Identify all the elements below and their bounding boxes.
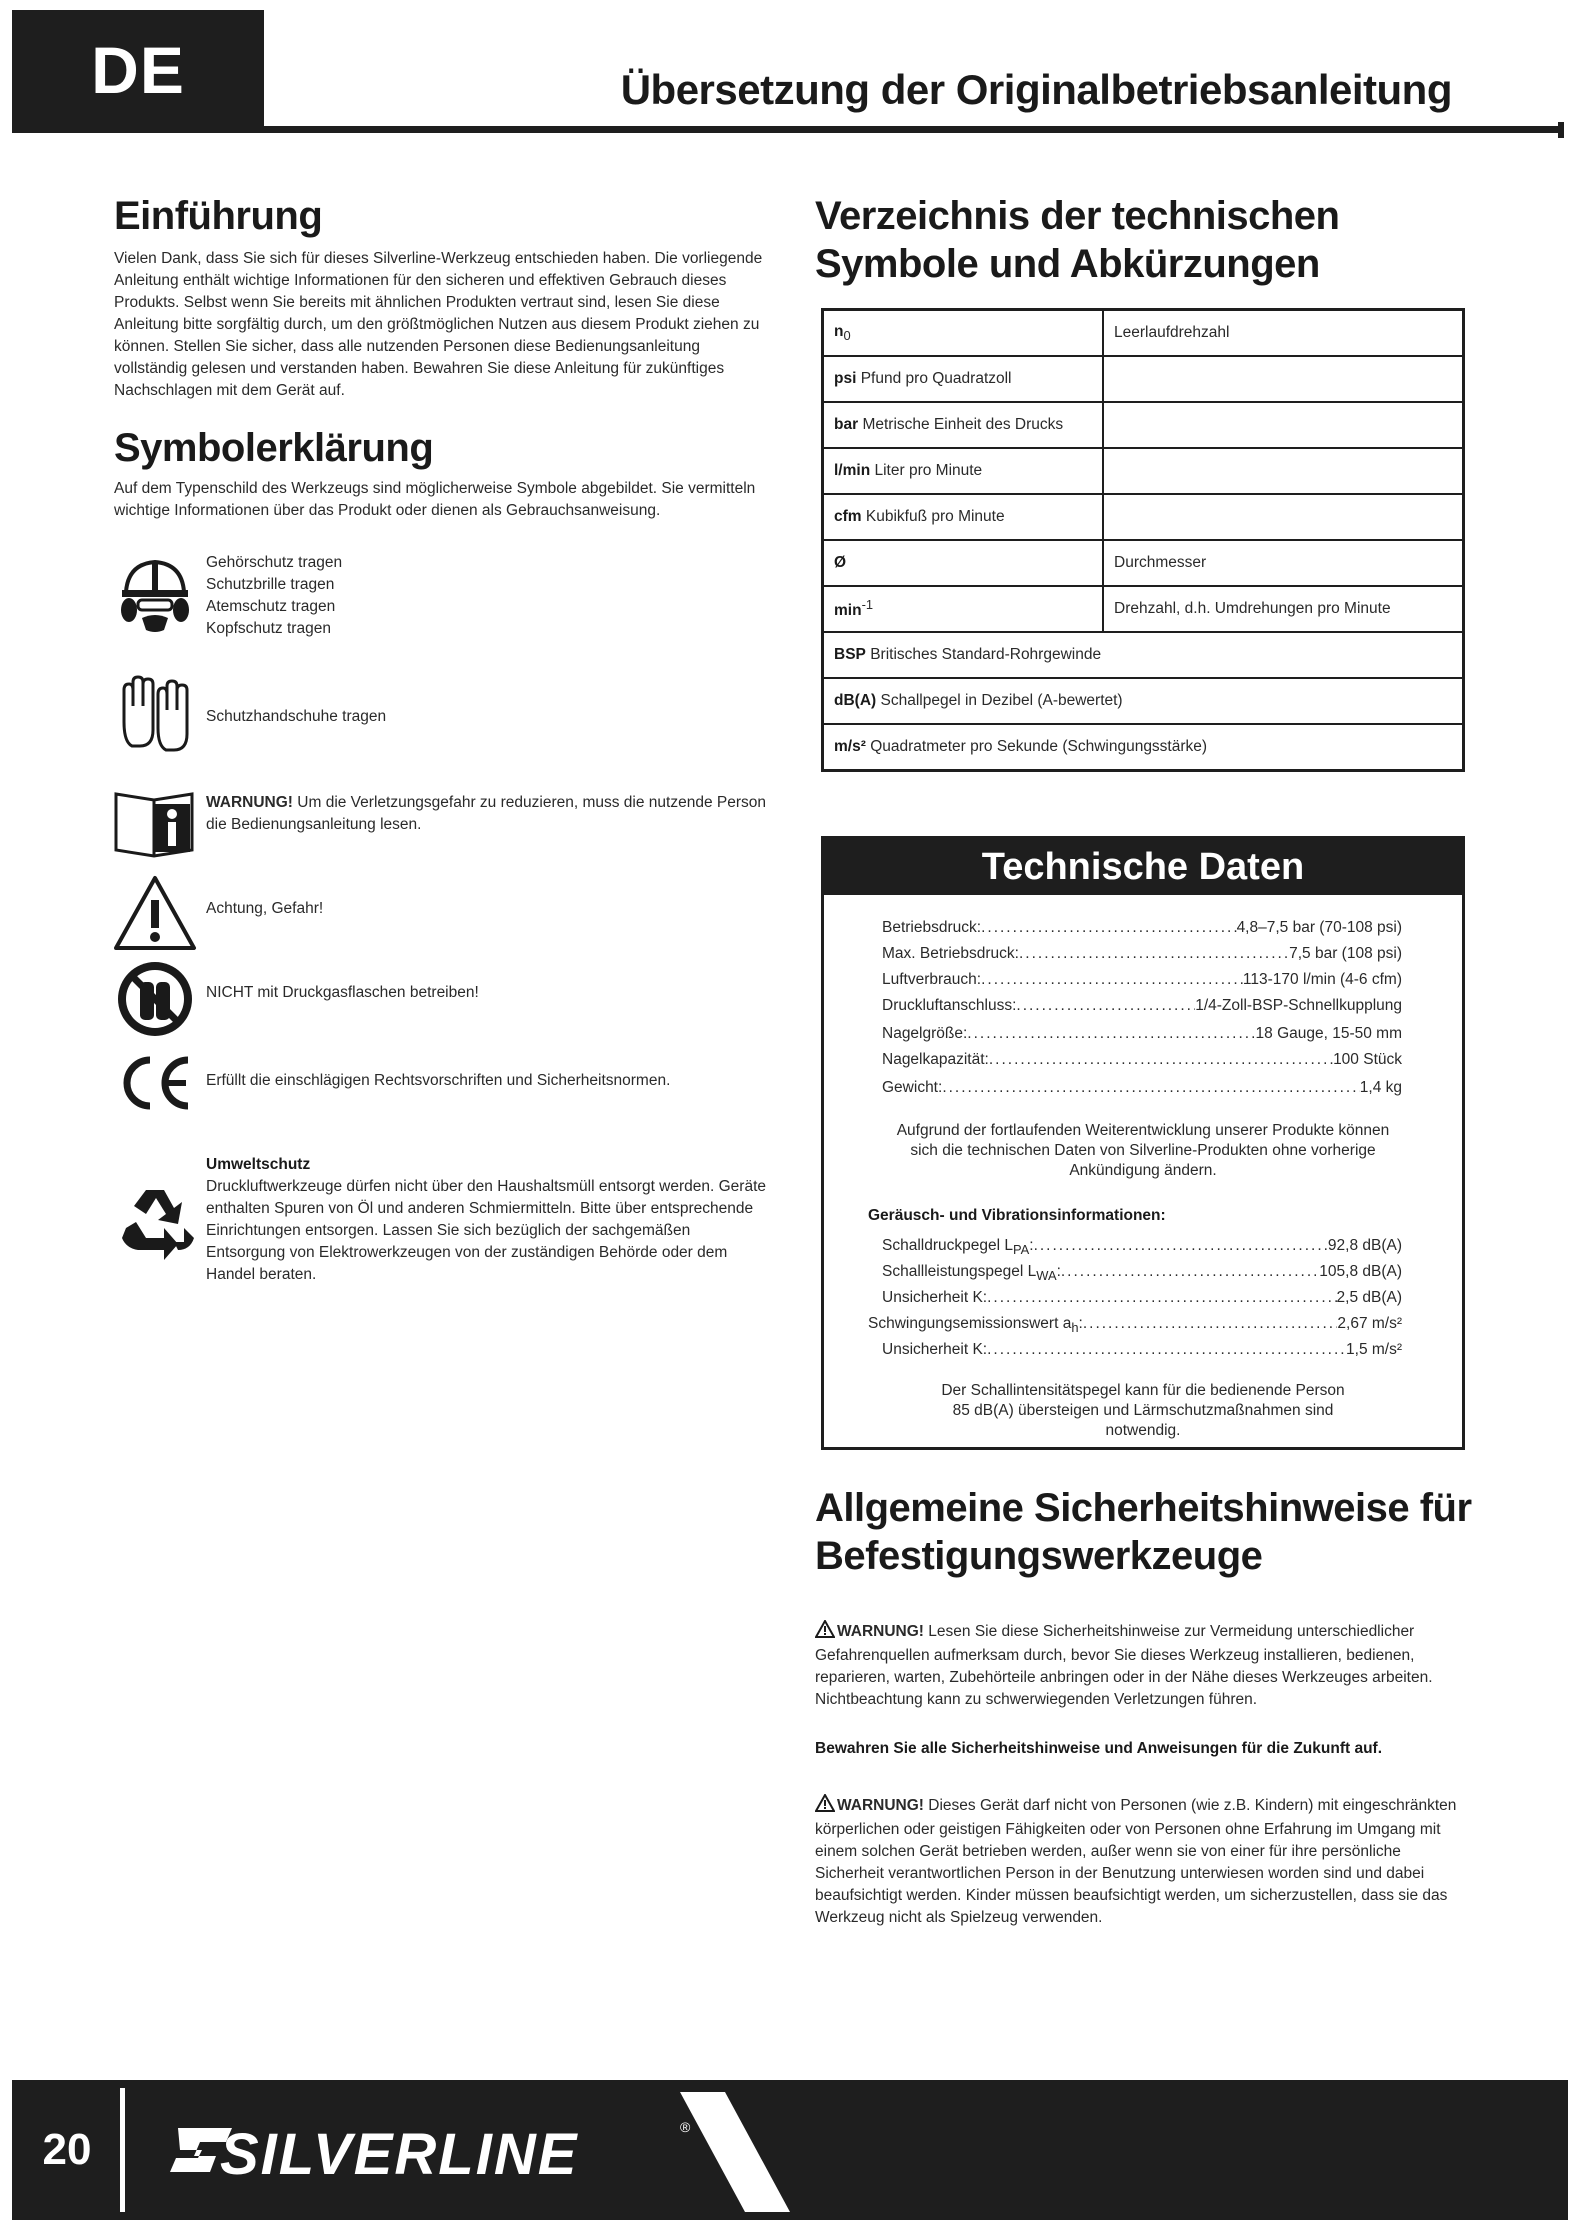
noise-value: 2,67 m/s²: [1337, 1315, 1402, 1332]
noise-label-sub: WA: [1036, 1268, 1057, 1284]
warning-triangle-icon: [815, 1794, 835, 1819]
abbr-term: n: [834, 322, 844, 340]
no-gas-label: NICHT mit Druckgasflaschen betreiben!: [206, 984, 479, 1001]
symbols-heading: Symbolerklärung: [114, 426, 434, 470]
abbr-term: bar: [834, 416, 859, 433]
noise-label-text: Schwingungsemissionswert a: [868, 1315, 1072, 1332]
noise-row: [882, 1235, 1402, 1261]
noise-row: [882, 1261, 1402, 1287]
table-row: [823, 494, 1464, 540]
spec-change-note: Aufgrund der fortlaufenden Weiterentwicklung unserer Produkte können sich die technischen Daten von Silverline-Produkten ohne vorherige Ankündigung ändern.: [896, 1122, 1390, 1179]
safety-heading: [815, 1484, 1472, 1580]
spec-label: Nagelkapazität:: [882, 1051, 989, 1068]
intro-text: Vielen Dank, dass Sie sich für dieses Silverline-Werkzeug entschieden haben. Die vorliegende Anleitung enthält wichtige Informationen für den sicheren und effektiven Gebrauch dieses Produkts. Selbst wenn Sie bereits mit ähnlichen Produkten vertraut sind, lesen Sie diese Anleitung bitte sorgfältig durch, um den größtmöglichen Nutzen aus diesem Produkt ziehen zu können. Stellen Sie sicher, dass alle nutzenden Personen diese Bedienungsanleitung vollständig gelesen und verstanden haben. Bewahren Sie diese Anleitung für zukünftiges Nachschlagen mit dem Gerät auf.: [114, 250, 763, 399]
safety-heading-line2: Befestigungswerkzeuge: [815, 1534, 1263, 1578]
spec-label: Luftverbrauch:: [882, 971, 982, 988]
table-cell: [823, 586, 1104, 632]
footer-divider: [120, 2088, 125, 2212]
noise-value: 92,8 dB(A): [1327, 1237, 1402, 1254]
table-cell: [1103, 448, 1464, 494]
gloves-icon: [112, 672, 198, 758]
noise-value: 105,8 dB(A): [1319, 1263, 1402, 1280]
abbr-term: l/min: [834, 462, 871, 479]
warning-triangle-icon: [815, 1620, 835, 1645]
spec-value: 113-170 l/min (4-6 cfm): [1242, 971, 1402, 988]
gloves-label: Schutzhandschuhe tragen: [206, 708, 387, 725]
manual-warning-bold: WARNUNG!: [206, 794, 293, 811]
abbr-term: dB(A): [834, 692, 877, 709]
abbr-term: cfm: [834, 508, 862, 525]
safety-heading-line1: Allgemeine Sicherheitshinweise für: [815, 1486, 1472, 1530]
noise-label: Schallleistungspegel $L_{WA}$:: [882, 1263, 1061, 1284]
symbol-row-environment: [112, 1154, 772, 1286]
noise-label-sub: PA: [1012, 1242, 1030, 1258]
ce-mark-icon: [112, 1040, 198, 1126]
svg-text:®: ®: [680, 2119, 691, 2135]
recycling-icon: [112, 1180, 198, 1266]
table-cell: [823, 632, 1464, 678]
safety-warning-1: [815, 1620, 1463, 1711]
table-row: [823, 632, 1464, 678]
abbr-superscript: -1: [861, 597, 874, 613]
symbol-row-gloves: [112, 672, 772, 758]
spec-label: Betriebsdruck:: [882, 919, 982, 936]
language-badge: [12, 10, 264, 130]
abbr-desc: Schallpegel in Dezibel (A-bewertet): [880, 692, 1123, 709]
ppe-breath-label: Atemschutz tragen: [206, 598, 336, 615]
spec-row: [882, 917, 1402, 939]
safety-warning-2-text: Dieses Gerät darf nicht von Personen (wie z.B. Kindern) mit eingeschränkten körperlichen oder geistigen Fähigkeiten oder von Personen ohne Erfahrung im Umgang mit einem solchen Gerät betrieben werden, außer wenn sie von einer für ihre persönliche Sicherheit verantwortlichen Person in der Benutzung unterwiesen worden sind und dabei beaufsichtigt werden. Kinder müssen beaufsichtigt werden, um sicherzustellen, dass sie das Werkzeug nicht als Spielzeug verwenden.: [815, 1797, 1457, 1926]
symbols-intro-text: Auf dem Typenschild des Werkzeugs sind möglicherweise Symbole abgebildet. Sie vermitteln wichtige Informationen über das Produkt oder dienen als Gebrauchsanweisung.: [114, 480, 756, 519]
environment-body: Druckluftwerkzeuge dürfen nicht über den Haushaltsmüll entsorgt werden. Geräte enthalten Spuren von Öl und anderen Schmiermitteln. Bitte über entsprechende Einrichtungen entsorgen. Lassen Sie sich bezüglich der sachgemäßen Entsorgung von Elektrowerkzeugen von der zuständigen Behörde oder dem Handel beraten.: [206, 1178, 767, 1283]
document-title: Übersetzung der Originalbetriebsanleitung: [620, 66, 1452, 113]
spec-label: Max. Betriebsdruck:: [882, 945, 1019, 962]
abbr-desc: Liter pro Minute: [874, 462, 983, 479]
symbol-row-danger: [112, 872, 772, 958]
table-row: [823, 448, 1464, 494]
symbol-row-ce: [112, 1040, 772, 1126]
manual-warning-body: Um die Verletzungsgefahr zu reduzieren, muss die nutzende Person die Bedienungsanleitung lesen.: [206, 794, 766, 833]
table-cell: [823, 678, 1464, 724]
table-row: [823, 402, 1464, 448]
safety-keep-instructions: Bewahren Sie alle Sicherheitshinweise und Anweisungen für die Zukunft auf.: [815, 1740, 1382, 1757]
environment-text: [198, 1154, 766, 1286]
table-row: [823, 356, 1464, 402]
noise-note: Der Schallintensitätspegel kann für die bedienende Person 85 dB(A) übersteigen und Lärmschutzmaßnahmen sind notwendig.: [941, 1382, 1345, 1439]
spec-value: 100 Stück: [1333, 1051, 1402, 1068]
noise-label: Schwingungsemissionswert $a_h$:: [868, 1315, 1083, 1336]
spec-label: Nagelgröße:: [882, 1025, 968, 1042]
abbrev-heading: [815, 192, 1340, 288]
noise-label-text: Schalldruckpegel L: [882, 1237, 1013, 1254]
spec-value: 18 Gauge, 15-50 mm: [1255, 1025, 1402, 1042]
abbr-term: BSP: [834, 646, 866, 663]
abbr-term: m/s²: [834, 738, 866, 755]
symbol-row-no-gas: [112, 956, 772, 1042]
spec-row: [882, 1077, 1402, 1099]
abbr-term: Ø: [834, 554, 847, 571]
silverline-logo: [150, 2092, 790, 2212]
spec-row: [882, 943, 1402, 965]
abbreviation-table: [821, 308, 1465, 772]
noise-label: Unsicherheit K:: [882, 1341, 988, 1358]
no-gas-bottle-icon: [112, 956, 198, 1042]
table-cell: [823, 724, 1464, 771]
noise-row: [868, 1313, 1402, 1339]
spec-label: Gewicht:: [882, 1079, 943, 1096]
spec-value: 7,5 bar (108 psi): [1289, 945, 1402, 962]
spec-value: 1/4-Zoll-BSP-Schnellkupplung: [1195, 997, 1402, 1014]
table-cell: [1103, 356, 1464, 402]
noise-label: Schalldruckpegel $L_{PA}$:: [882, 1237, 1034, 1258]
table-cell: [823, 540, 1104, 586]
manual-warning-text: [198, 784, 766, 836]
ppe-head-label: Kopfschutz tragen: [206, 620, 331, 637]
environment-title: Umweltschutz: [206, 1156, 311, 1173]
table-row: [823, 540, 1464, 586]
abbrev-heading-line2: Symbole und Abkürzungen: [815, 242, 1320, 286]
table-cell: [823, 448, 1104, 494]
table-cell: Leerlaufdrehzahl: [1103, 310, 1464, 357]
noise-value: 1,5 m/s²: [1346, 1341, 1402, 1358]
noise-label: Unsicherheit K:: [882, 1289, 988, 1306]
header-rule-end: [1558, 122, 1564, 138]
table-row: [823, 586, 1464, 632]
spec-row: [882, 1023, 1402, 1045]
table-cell: [823, 494, 1104, 540]
ce-label: Erfüllt die einschlägigen Rechtsvorschriften und Sicherheitsnormen.: [206, 1072, 671, 1089]
abbr-subscript: 0: [843, 328, 851, 344]
intro-heading: Einführung: [114, 194, 323, 238]
table-row: [823, 724, 1464, 771]
technical-data-box: [821, 836, 1465, 1450]
table-cell: [1103, 494, 1464, 540]
abbrev-heading-line1: Verzeichnis der technischen: [815, 194, 1340, 238]
safety-warning-1-text: Lesen Sie diese Sicherheitshinweise zur Vermeidung unterschiedlicher Gefahrenquellen aufmerksam durch, bevor Sie dieses Werkzeug installieren, bedienen, reparieren, warten, Zubehörteile anbringen oder in der Nähe dieses Werkzeuges arbeiten. Nichtbeachtung kann zu schwerwiegenden Verletzungen führen.: [815, 1623, 1433, 1708]
safety-warning-label: WARNUNG!: [837, 1623, 924, 1640]
spec-row: [882, 995, 1402, 1017]
table-row: [823, 678, 1464, 724]
ppe-hearing-label: Gehörschutz tragen: [206, 554, 343, 571]
abbr-term: min: [834, 602, 862, 620]
spec-value: 1,4 kg: [1359, 1079, 1402, 1096]
ppe-labels: [198, 552, 342, 640]
table-cell: [823, 402, 1104, 448]
technical-data-heading: Technische Daten: [824, 839, 1462, 895]
noise-label-sub: h: [1071, 1320, 1079, 1336]
table-cell: [1103, 402, 1464, 448]
noise-label-text: Schallleistungspegel L: [882, 1263, 1037, 1280]
table-cell: Drehzahl, d.h. Umdrehungen pro Minute: [1103, 586, 1464, 632]
table-row: [823, 310, 1464, 357]
spec-label: Druckluftanschluss:: [882, 997, 1017, 1014]
table-cell: Durchmesser: [1103, 540, 1464, 586]
warning-triangle-icon: [112, 872, 198, 958]
spec-value: 4,8–7,5 bar (70-108 psi): [1236, 919, 1402, 936]
ppe-eye-label: Schutzbrille tragen: [206, 576, 335, 593]
brand-wordmark: SILVERLINE: [220, 2122, 579, 2187]
page-number: 20: [42, 2125, 92, 2174]
danger-label: Achtung, Gefahr!: [206, 900, 324, 917]
noise-heading: Geräusch- und Vibrationsinformationen:: [868, 1207, 1166, 1224]
symbol-row-ppe: [112, 552, 772, 640]
spec-row: [882, 969, 1402, 991]
table-cell: [823, 356, 1104, 402]
noise-row: [882, 1339, 1402, 1361]
noise-value: 2,5 dB(A): [1336, 1289, 1402, 1306]
abbr-desc: Kubikfuß pro Minute: [865, 508, 1005, 525]
spec-row: [882, 1049, 1402, 1071]
abbr-desc: Metrische Einheit des Drucks: [862, 416, 1064, 433]
abbr-desc: Britisches Standard-Rohrgewinde: [870, 646, 1102, 663]
language-code: DE: [91, 33, 185, 107]
abbr-term: psi: [834, 370, 857, 387]
abbr-desc: Pfund pro Quadratzoll: [860, 370, 1012, 387]
header-rule: [12, 126, 1564, 133]
noise-row: [882, 1287, 1402, 1309]
safety-warning-label: WARNUNG!: [837, 1797, 924, 1814]
ppe-head-icon: [112, 552, 198, 638]
table-cell: [823, 310, 1104, 357]
safety-warning-2: [815, 1794, 1463, 1929]
manual-info-icon: [112, 784, 198, 870]
symbol-row-manual: [112, 784, 772, 870]
abbr-desc: Quadratmeter pro Sekunde (Schwingungsstärke): [870, 738, 1208, 755]
